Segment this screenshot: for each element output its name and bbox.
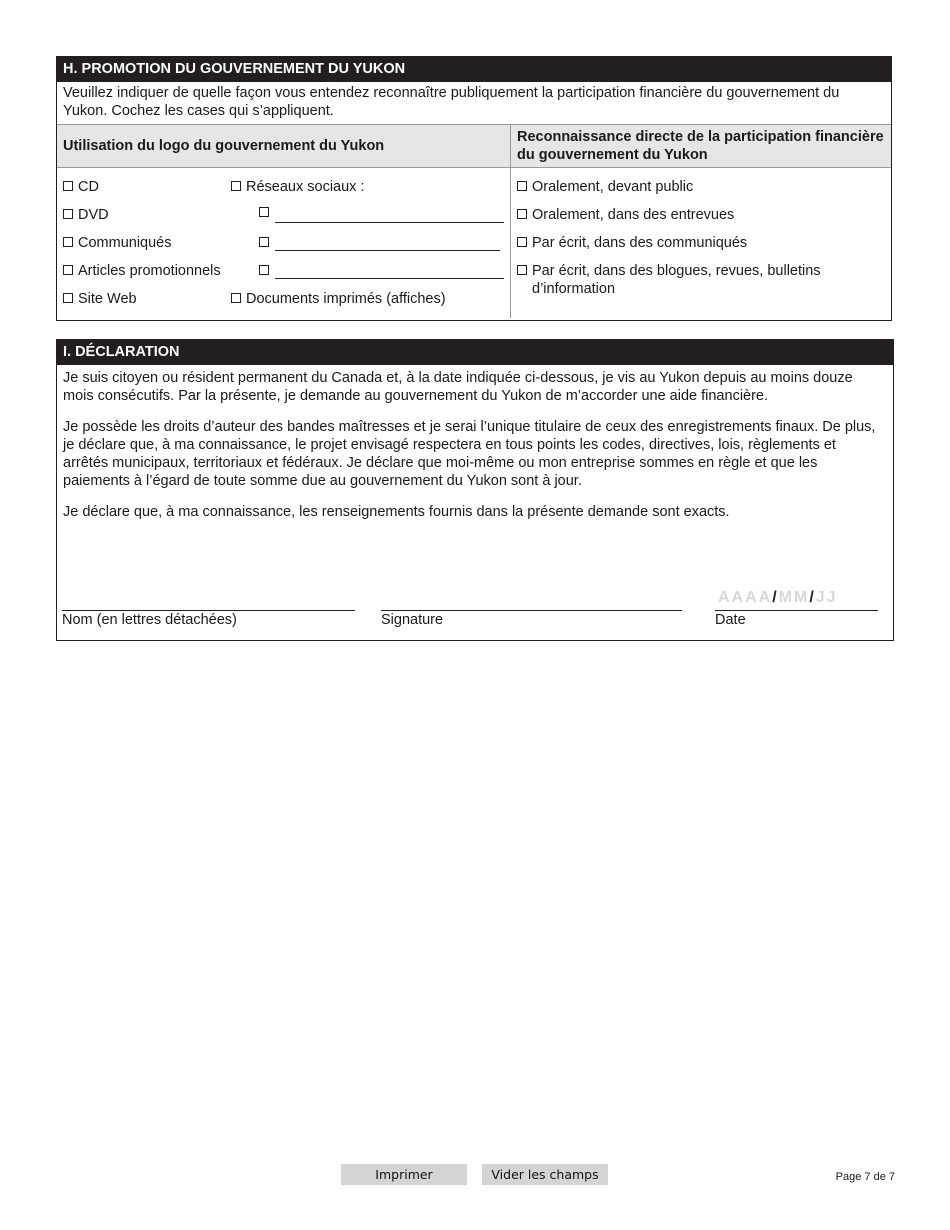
social-other-1-field[interactable] bbox=[275, 208, 504, 223]
option-documents-imprimes bbox=[231, 290, 446, 308]
option-site-web-label: Site Web bbox=[78, 291, 137, 307]
option-oral-entrevues-label: Oralement, dans des entrevues bbox=[532, 207, 735, 223]
date-sep-1: / bbox=[772, 589, 779, 606]
direct-recognition-options bbox=[511, 168, 891, 318]
section-i-title: I. DÉCLARATION bbox=[57, 340, 893, 365]
name-field[interactable] bbox=[62, 590, 355, 611]
section-h-promotion bbox=[56, 56, 892, 321]
date-placeholder[interactable] bbox=[718, 589, 838, 607]
option-reseaux-sociaux bbox=[231, 178, 364, 196]
social-other-3 bbox=[259, 262, 274, 275]
dvd-checkbox[interactable] bbox=[63, 209, 73, 219]
option-site-web bbox=[63, 290, 137, 308]
date-day: JJ bbox=[815, 589, 838, 606]
option-reseaux-sociaux-label: Réseaux sociaux : bbox=[246, 179, 365, 195]
reseaux-sociaux-checkbox[interactable] bbox=[231, 181, 241, 191]
signature-field[interactable] bbox=[381, 590, 682, 611]
promotion-table-body bbox=[57, 168, 891, 318]
oral-entrevues-checkbox[interactable] bbox=[517, 209, 527, 219]
direct-recognition-header: Reconnaissance directe de la participation financière du gouvernement du Yukon bbox=[517, 129, 884, 163]
ecrit-blogues-checkbox[interactable] bbox=[517, 265, 527, 275]
page-number: Page 7 de 7 bbox=[835, 1171, 895, 1183]
social-other-2-checkbox[interactable] bbox=[259, 237, 269, 247]
option-articles-label: Articles promotionnels bbox=[78, 263, 221, 279]
social-other-3-checkbox[interactable] bbox=[259, 265, 269, 275]
option-documents-imprimes-label: Documents imprimés (affiches) bbox=[246, 291, 446, 307]
date-sep-2: / bbox=[809, 589, 816, 606]
option-oral-entrevues bbox=[517, 206, 734, 224]
communiques-checkbox[interactable] bbox=[63, 237, 73, 247]
declaration-text bbox=[57, 365, 893, 521]
option-communiques-label: Communiqués bbox=[78, 235, 172, 251]
social-other-1-checkbox[interactable] bbox=[259, 207, 269, 217]
social-other-1 bbox=[259, 204, 274, 217]
section-h-title: H. PROMOTION DU GOUVERNEMENT DU YUKON bbox=[57, 57, 891, 82]
option-cd bbox=[63, 178, 99, 196]
promotion-table-header bbox=[57, 125, 891, 168]
option-communiques bbox=[63, 234, 172, 252]
option-oral-public bbox=[517, 178, 693, 196]
option-dvd-label: DVD bbox=[78, 207, 109, 223]
social-other-2-field[interactable] bbox=[275, 236, 500, 251]
print-button[interactable]: Imprimer bbox=[341, 1164, 467, 1185]
clear-fields-button[interactable]: Vider les champs bbox=[482, 1164, 608, 1185]
articles-checkbox[interactable] bbox=[63, 265, 73, 275]
option-ecrit-communiques-label: Par écrit, dans des communiqués bbox=[532, 235, 748, 251]
option-ecrit-blogues bbox=[517, 262, 853, 298]
option-articles bbox=[63, 262, 221, 280]
option-dvd bbox=[63, 206, 109, 224]
date-label: Date bbox=[715, 612, 746, 628]
cd-checkbox[interactable] bbox=[63, 181, 73, 191]
oral-public-checkbox[interactable] bbox=[517, 181, 527, 191]
social-other-2 bbox=[259, 234, 274, 247]
social-other-3-field[interactable] bbox=[275, 264, 504, 279]
ecrit-communiques-checkbox[interactable] bbox=[517, 237, 527, 247]
logo-usage-header: Utilisation du logo du gouvernement du Yukon bbox=[57, 125, 511, 167]
option-ecrit-communiques bbox=[517, 234, 747, 252]
documents-imprimes-checkbox[interactable] bbox=[231, 293, 241, 303]
date-month: MM bbox=[778, 589, 810, 606]
declaration-paragraph-2: Je possède les droits d’auteur des bandes maîtresses et je serai l’unique titulaire de ceux des enregistrements finaux. De plus, je déclare que, à ma connaissance, le projet envisagé respectera en tous points les codes, directives, lois, règlements et arrêtés municipaux, territoriaux et fédéraux. Je déclare que moi-même ou mon entreprise sommes en règle et que les paiements à l’égard de toute somme due au gouvernement du Yukon sont à jour. bbox=[63, 419, 876, 489]
option-cd-label: CD bbox=[78, 179, 99, 195]
declaration-paragraph-3: Je déclare que, à ma connaissance, les renseignements fournis dans la présente demande sont exacts. bbox=[63, 504, 730, 520]
logo-usage-options bbox=[57, 168, 511, 318]
name-label: Nom (en lettres détachées) bbox=[62, 612, 237, 628]
declaration-paragraph-1: Je suis citoyen ou résident permanent du Canada et, à la date indiquée ci-dessous, je vis au Yukon depuis au moins douze mois consécutifs. Par la présente, je demande au gouvernement du Yukon de m’accorder une aide financière. bbox=[63, 370, 853, 404]
date-year: AAAA bbox=[718, 589, 773, 606]
option-ecrit-blogues-label: Par écrit, dans des blogues, revues, bulletins d’information bbox=[532, 263, 821, 297]
section-h-intro: Veuillez indiquer de quelle façon vous entendez reconnaître publiquement la participation financière du gouvernement du Yukon. Cochez les cases qui s’appliquent. bbox=[57, 82, 891, 125]
signature-label: Signature bbox=[381, 612, 444, 628]
option-oral-public-label: Oralement, devant public bbox=[532, 179, 694, 195]
site-web-checkbox[interactable] bbox=[63, 293, 73, 303]
